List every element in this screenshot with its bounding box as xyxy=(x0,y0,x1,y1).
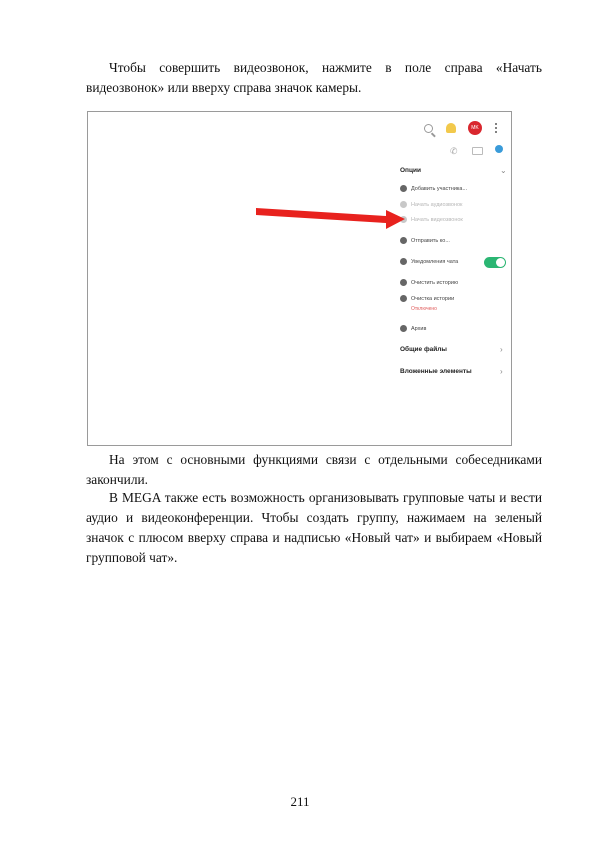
options-header: Опции xyxy=(400,167,421,174)
menu-item-send: Отправить ко... xyxy=(400,237,450,244)
page-number: 211 xyxy=(290,794,310,809)
attached-items-section: Вложенные элементы xyxy=(400,368,472,375)
red-arrow-icon xyxy=(88,112,512,446)
avatar: MK xyxy=(468,121,482,135)
menu-item-video-call: Начать видеозвонок xyxy=(400,216,463,223)
paragraph-line: Чтобы совершить видеозвонок, нажмите в поле справа «Начать xyxy=(109,60,542,75)
chevron-right-icon: › xyxy=(500,345,503,354)
chevron-right-icon: › xyxy=(500,367,503,376)
menu-item-notifications: Уведомления чата xyxy=(400,258,458,265)
paragraph-line: На этом с основными функциями связи с отдельными собеседниками xyxy=(109,452,542,467)
mega-chat-screenshot xyxy=(87,111,512,446)
menu-item-add-participant: Добавить участника... xyxy=(400,185,467,192)
status-disabled: Отключено xyxy=(411,306,437,312)
paragraph-group-chat: В MEGA также есть возможность организовывать групповые чаты и вести аудио и видеоконференции. Чтобы создать группу, нажимаем на зеленый значок с плюсом вверху справа и надписью «Новый чат» и выбираем «Новый групповой чат». xyxy=(86,490,542,565)
paragraph-line: видеозвонок» или вверху справа значок камеры. xyxy=(86,80,362,95)
menu-item-audio-call: Начать аудиозвонок xyxy=(400,201,462,208)
menu-item-archive: Архив xyxy=(400,325,426,332)
menu-item-clear-history: Очистить историю xyxy=(400,279,458,286)
paragraph-video-call xyxy=(86,58,542,98)
paragraph-line: закончили. xyxy=(86,472,149,487)
shared-files-section: Общие файлы xyxy=(400,346,447,353)
menu-item-history-cleanup: Очистка истории xyxy=(400,295,454,302)
phone-icon: ✆ xyxy=(450,146,458,156)
paragraph-summary xyxy=(86,450,542,490)
chevron-down-icon: ⌄ xyxy=(500,166,507,175)
